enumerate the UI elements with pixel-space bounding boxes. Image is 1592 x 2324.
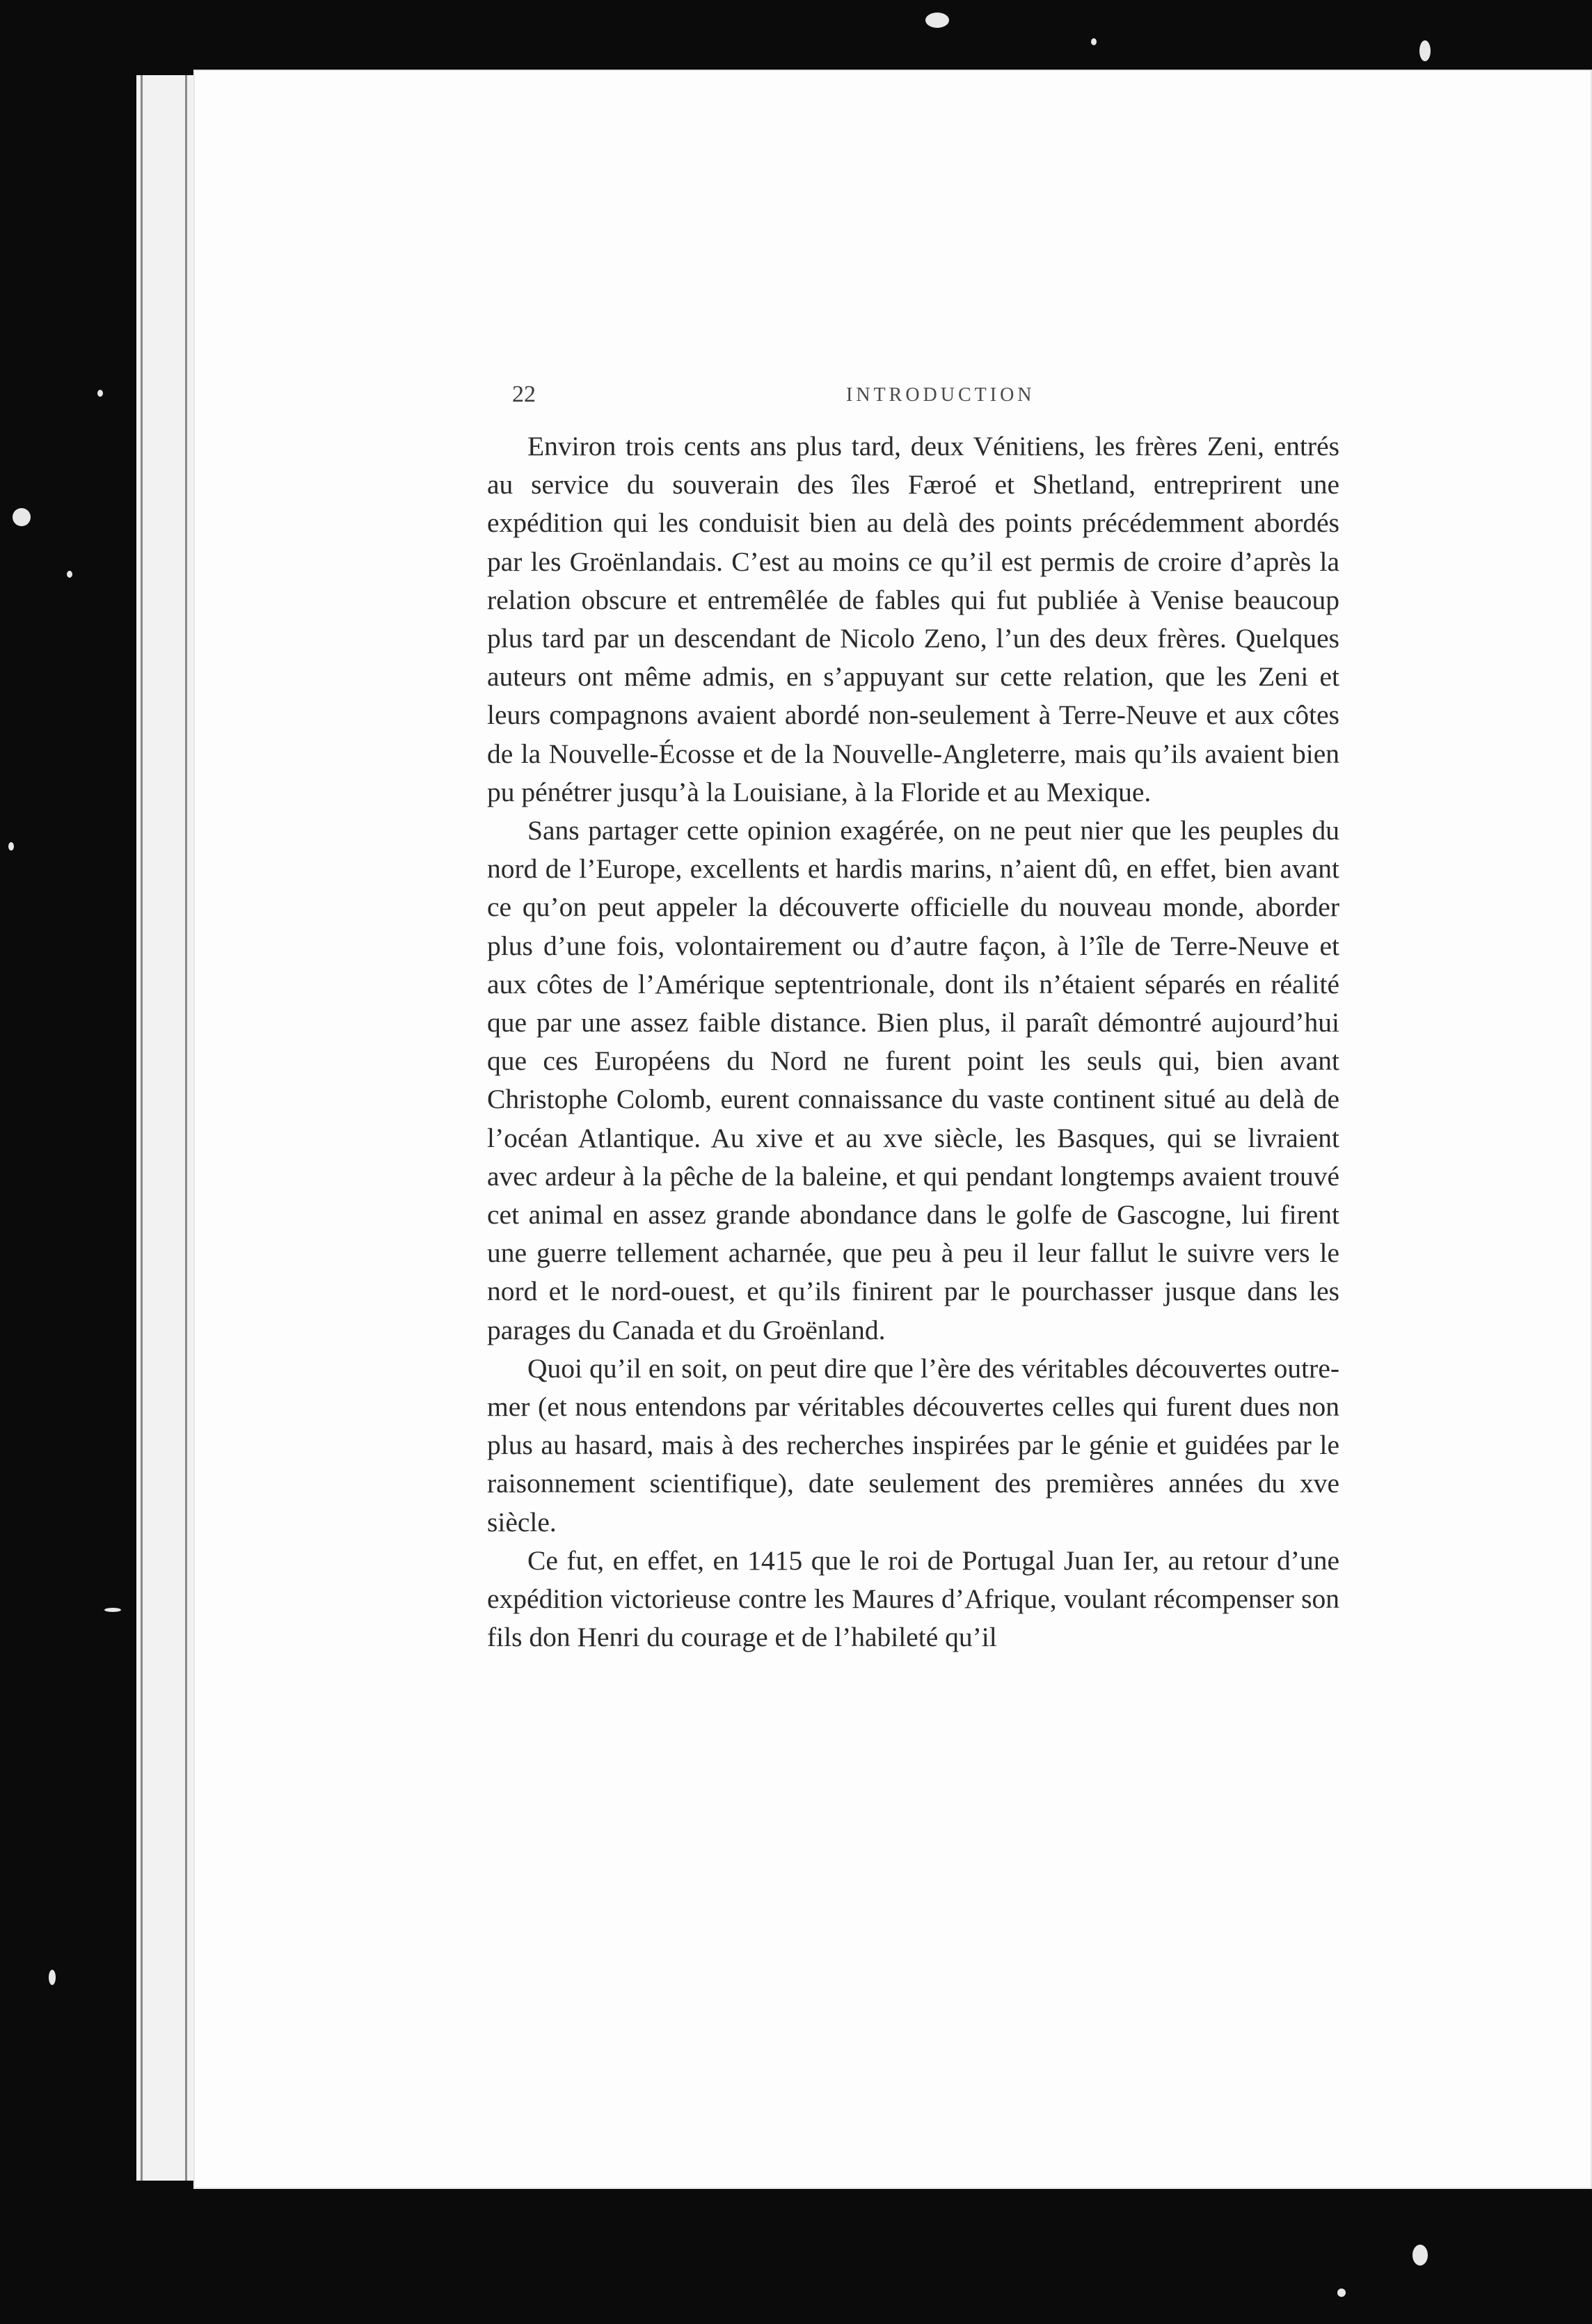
page-number: 22	[512, 381, 536, 407]
scan-speck	[67, 571, 72, 578]
scan-speck	[104, 1608, 121, 1612]
page-edge-line	[141, 75, 143, 2181]
scan-speck	[1337, 2289, 1346, 2297]
scan-speck	[1091, 38, 1097, 45]
scan-speck	[1412, 2245, 1428, 2266]
page-edge-line	[185, 75, 187, 2181]
scan-speck	[1419, 40, 1431, 61]
book-binding-edge	[136, 75, 198, 2181]
running-head-title: INTRODUCTION	[846, 384, 1035, 406]
paragraph: Quoi qu’il en soit, on peut dire que l’ère des véritables découvertes outre-mer (et nous entendons par véritables découvertes celles qui furent dues non plus au hasard, mais à des recherches inspirées par le génie et guidées par le raisonnement scientifique), date seulement des premières années du xve siècle.	[487, 1352, 1339, 1538]
paragraph: Environ trois cents ans plus tard, deux Vénitiens, les frères Zeni, entrés au service du souverain des îles Færoé et Shetland, entreprirent une expédition qui les conduisit bien au delà des points précédemment abordés par les Groënlandais. C’est au moins ce qu’il est permis de croire d’après la relation obscure et entremêlée de fables qui fut publiée à Venise beaucoup plus tard par un descendant de Nicolo Zeno, l’un des deux frères. Quelques auteurs ont même admis, en s’appuyant sur cette relation, que les Zeni et leurs compagnons avaient abordé non-seulement à Terre-Neuve et aux côtes de la Nouvelle-Écosse et de la Nouvelle-Angleterre, mais qu’ils avaient bien pu pénétrer jusqu’à la Louisiane, à la Floride et au Mexique.	[487, 431, 1339, 807]
paragraph: Sans partager cette opinion exagérée, on ne peut nier que les peuples du nord de l’Europe, excellents et hardis marins, n’aient dû, en effet, bien avant ce qu’on peut appeler la découverte officielle du nouveau monde, aborder plus d’une fois, volontairement ou d’autre façon, à l’île de Terre-Neuve et aux côtes de l’Amérique septentrionale, dont ils n’étaient séparés en réalité que par une assez faible distance. Bien plus, il paraît démontré aujourd’hui que ces Européens du Nord ne furent point les seuls qui, bien avant Christophe Colomb, eurent connaissance du vaste continent situé au delà de l’océan Atlantique. Au xive et au xve siècle, les Basques, qui se livraient avec ardeur à la pêche de la baleine, et qui pendant longtemps avaient trouvé cet animal en assez grande abondance dans le golfe de Gascogne, lui firent une guerre tellement acharnée, que peu à peu il leur fallut le suivre vers le nord et le nord-ouest, et qu’ils finirent par le pourchasser jusque dans les parages du Canada et du Groënland.	[487, 815, 1339, 1345]
running-head	[512, 381, 1347, 409]
scan-speck	[49, 1970, 56, 1985]
scan-speck	[97, 390, 103, 397]
paragraph: Ce fut, en effet, en 1415 que le roi de Portugal Juan Ier, au retour d’une expédition victorieuse contre les Maures d’Afrique, voulant récompenser son fils don Henri du courage et de l’habileté qu’il	[487, 1544, 1339, 1653]
body-text	[487, 427, 1339, 1657]
scan-speck	[8, 842, 14, 851]
scan-speck	[925, 13, 949, 28]
scan-speck	[13, 508, 31, 526]
